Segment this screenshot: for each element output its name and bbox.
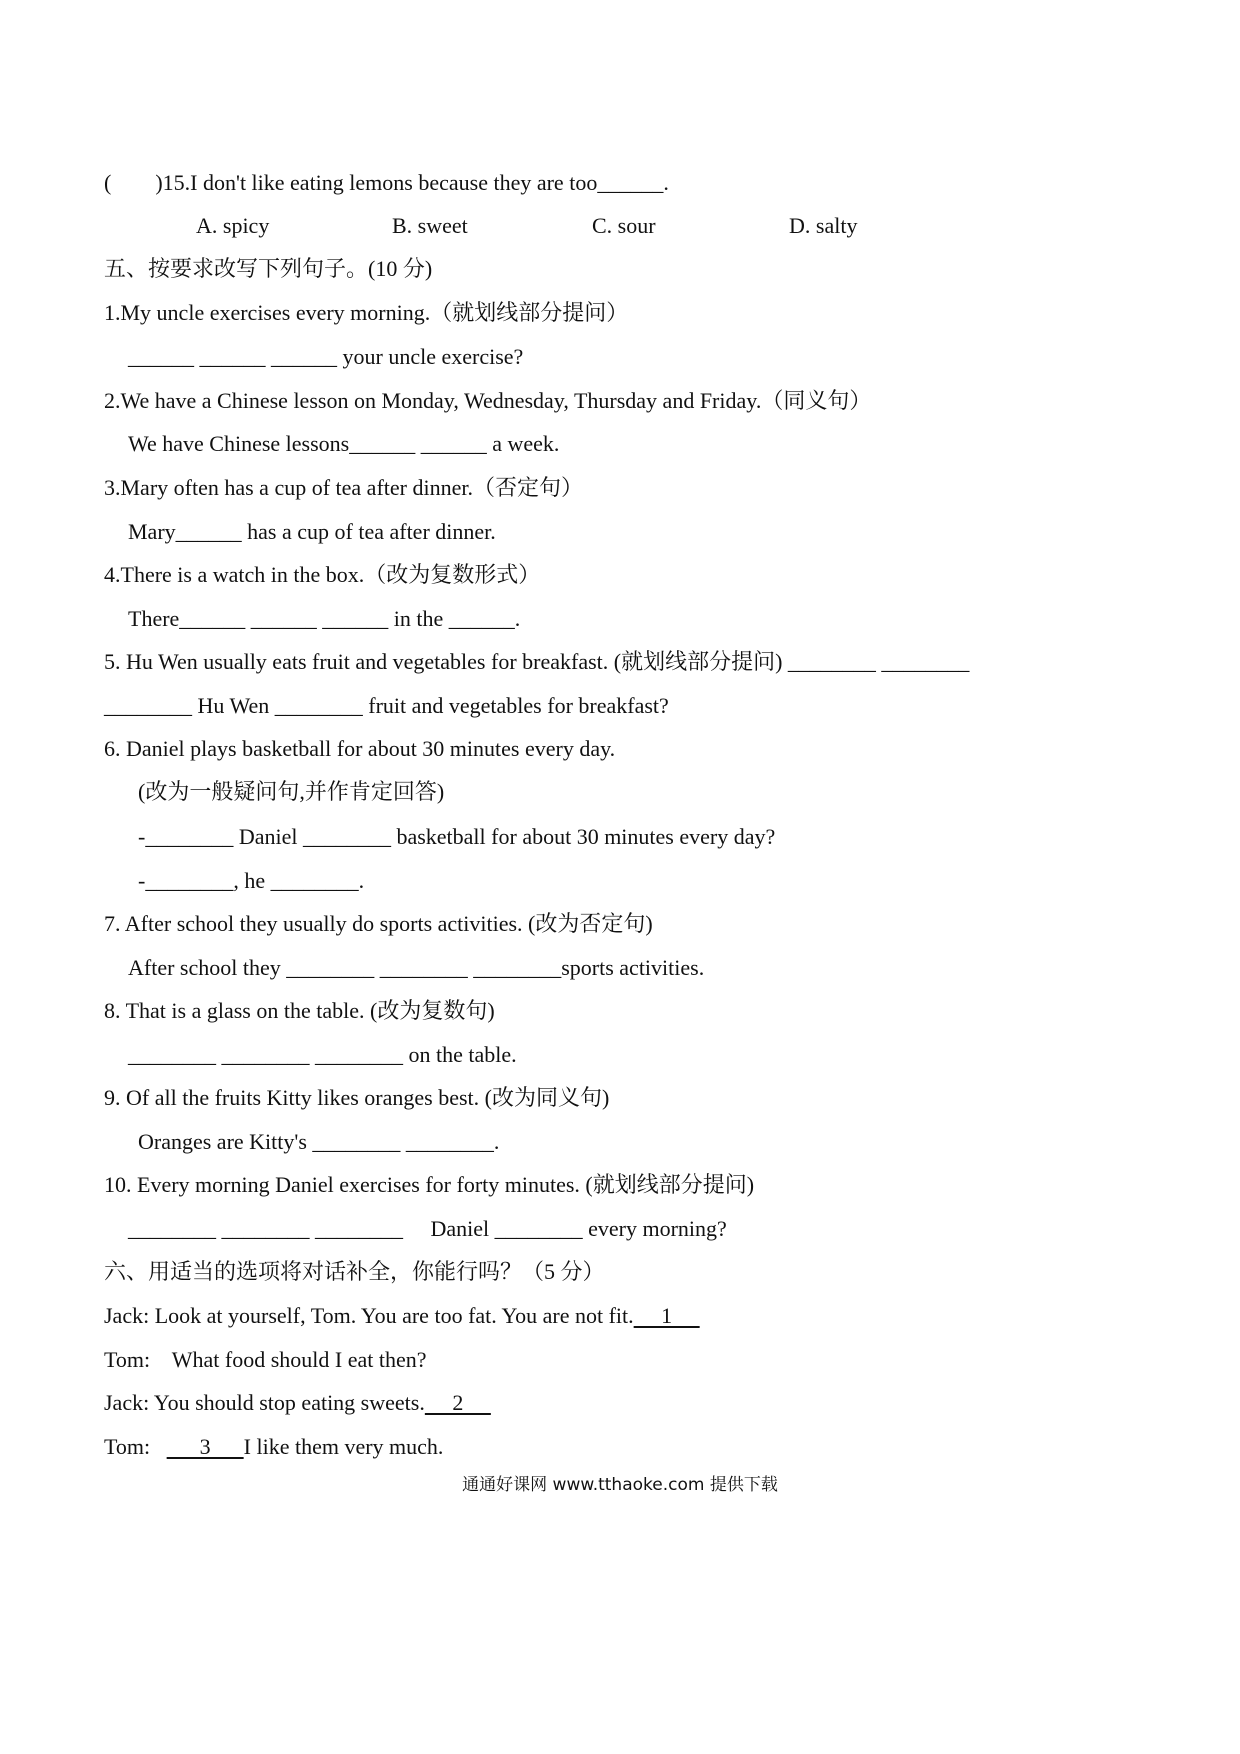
- s5-q3: 3.Mary often has a cup of tea after dinner.（否定句）: [104, 475, 583, 500]
- speaker-tom: Tom:: [104, 1347, 151, 1372]
- s5-q6-note: (改为一般疑问句,并作肯定回答): [138, 779, 445, 804]
- s5-a4: There______ ______ ______ in the ______.: [128, 606, 521, 631]
- dialogue-text-3: You should stop eating sweets.: [153, 1390, 425, 1415]
- blank-2: 2: [424, 1390, 491, 1415]
- s5-q6: 6. Daniel plays basketball for about 30 minutes every day.: [104, 736, 616, 761]
- dialogue-text-4: I like them very much.: [243, 1434, 444, 1459]
- dialogue-line-3: [104, 1392, 491, 1414]
- s5-q7: 7. After school they usually do sports activities. (改为否定句): [104, 911, 653, 936]
- speaker-jack: Jack:: [104, 1303, 150, 1328]
- s5-q4: 4.There is a watch in the box.（改为复数形式）: [104, 562, 541, 587]
- q15-option-d: D. salty: [789, 213, 858, 238]
- dialogue-text-1: Look at yourself, Tom. You are too fat. You are not fit.: [154, 1303, 634, 1328]
- s5-q9: 9. Of all the fruits Kitty likes oranges best. (改为同义句): [104, 1085, 610, 1110]
- s5-a9: Oranges are Kitty's ________ ________.: [138, 1129, 500, 1154]
- dialogue-line-2: [104, 1349, 427, 1371]
- s5-a6: -________ Daniel ________ basketball for about 30 minutes every day?: [138, 824, 776, 849]
- footer-download-note: 通通好课网 www.tthaoke.com 提供下载: [462, 1475, 778, 1495]
- s5-q8: 8. That is a glass on the table. (改为复数句): [104, 998, 495, 1023]
- blank-3: 3: [166, 1434, 244, 1459]
- dialogue-text-2: What food should I eat then?: [171, 1347, 427, 1372]
- s5-q5: 5. Hu Wen usually eats fruit and vegetables for breakfast. (就划线部分提问) ________ ________: [104, 649, 970, 674]
- s5-a7: After school they ________ ________ ________sports activities.: [128, 955, 705, 980]
- dialogue-line-1: [104, 1305, 700, 1327]
- s5-a5: ________ Hu Wen ________ fruit and vegetables for breakfast?: [104, 693, 669, 718]
- s5-a10: ________ ________ ________ Daniel ________ every morning?: [128, 1216, 727, 1241]
- dialogue-line-4: [104, 1436, 443, 1458]
- section6-heading: 六、用适当的选项将对话补全，你能行吗？（5 分）: [104, 1259, 605, 1284]
- s5-a1: ______ ______ ______ your uncle exercise?: [128, 344, 524, 369]
- q15-option-a: A. spicy: [196, 213, 270, 238]
- s5-q1: 1.My uncle exercises every morning.（就划线部分提问）: [104, 300, 629, 325]
- s5-a6-answer: -________, he ________.: [138, 868, 365, 893]
- q15-option-c: C. sour: [592, 213, 656, 238]
- section5-heading: 五、按要求改写下列句子。(10 分): [104, 256, 433, 281]
- s5-a3: Mary______ has a cup of tea after dinner.: [128, 519, 496, 544]
- q15-option-b: B. sweet: [392, 213, 468, 238]
- s5-q2: 2.We have a Chinese lesson on Monday, Wednesday, Thursday and Friday.（同义句）: [104, 388, 872, 413]
- q15-stem: ( )15.I don't like eating lemons because they are too______.: [104, 170, 669, 195]
- speaker-jack: Jack:: [104, 1390, 150, 1415]
- s5-a8: ________ ________ ________ on the table.: [128, 1042, 517, 1067]
- s5-q10: 10. Every morning Daniel exercises for forty minutes. (就划线部分提问): [104, 1172, 755, 1197]
- s5-a2: We have Chinese lessons______ ______ a week.: [128, 431, 560, 456]
- speaker-tom: Tom:: [104, 1434, 151, 1459]
- blank-1: 1: [633, 1303, 700, 1328]
